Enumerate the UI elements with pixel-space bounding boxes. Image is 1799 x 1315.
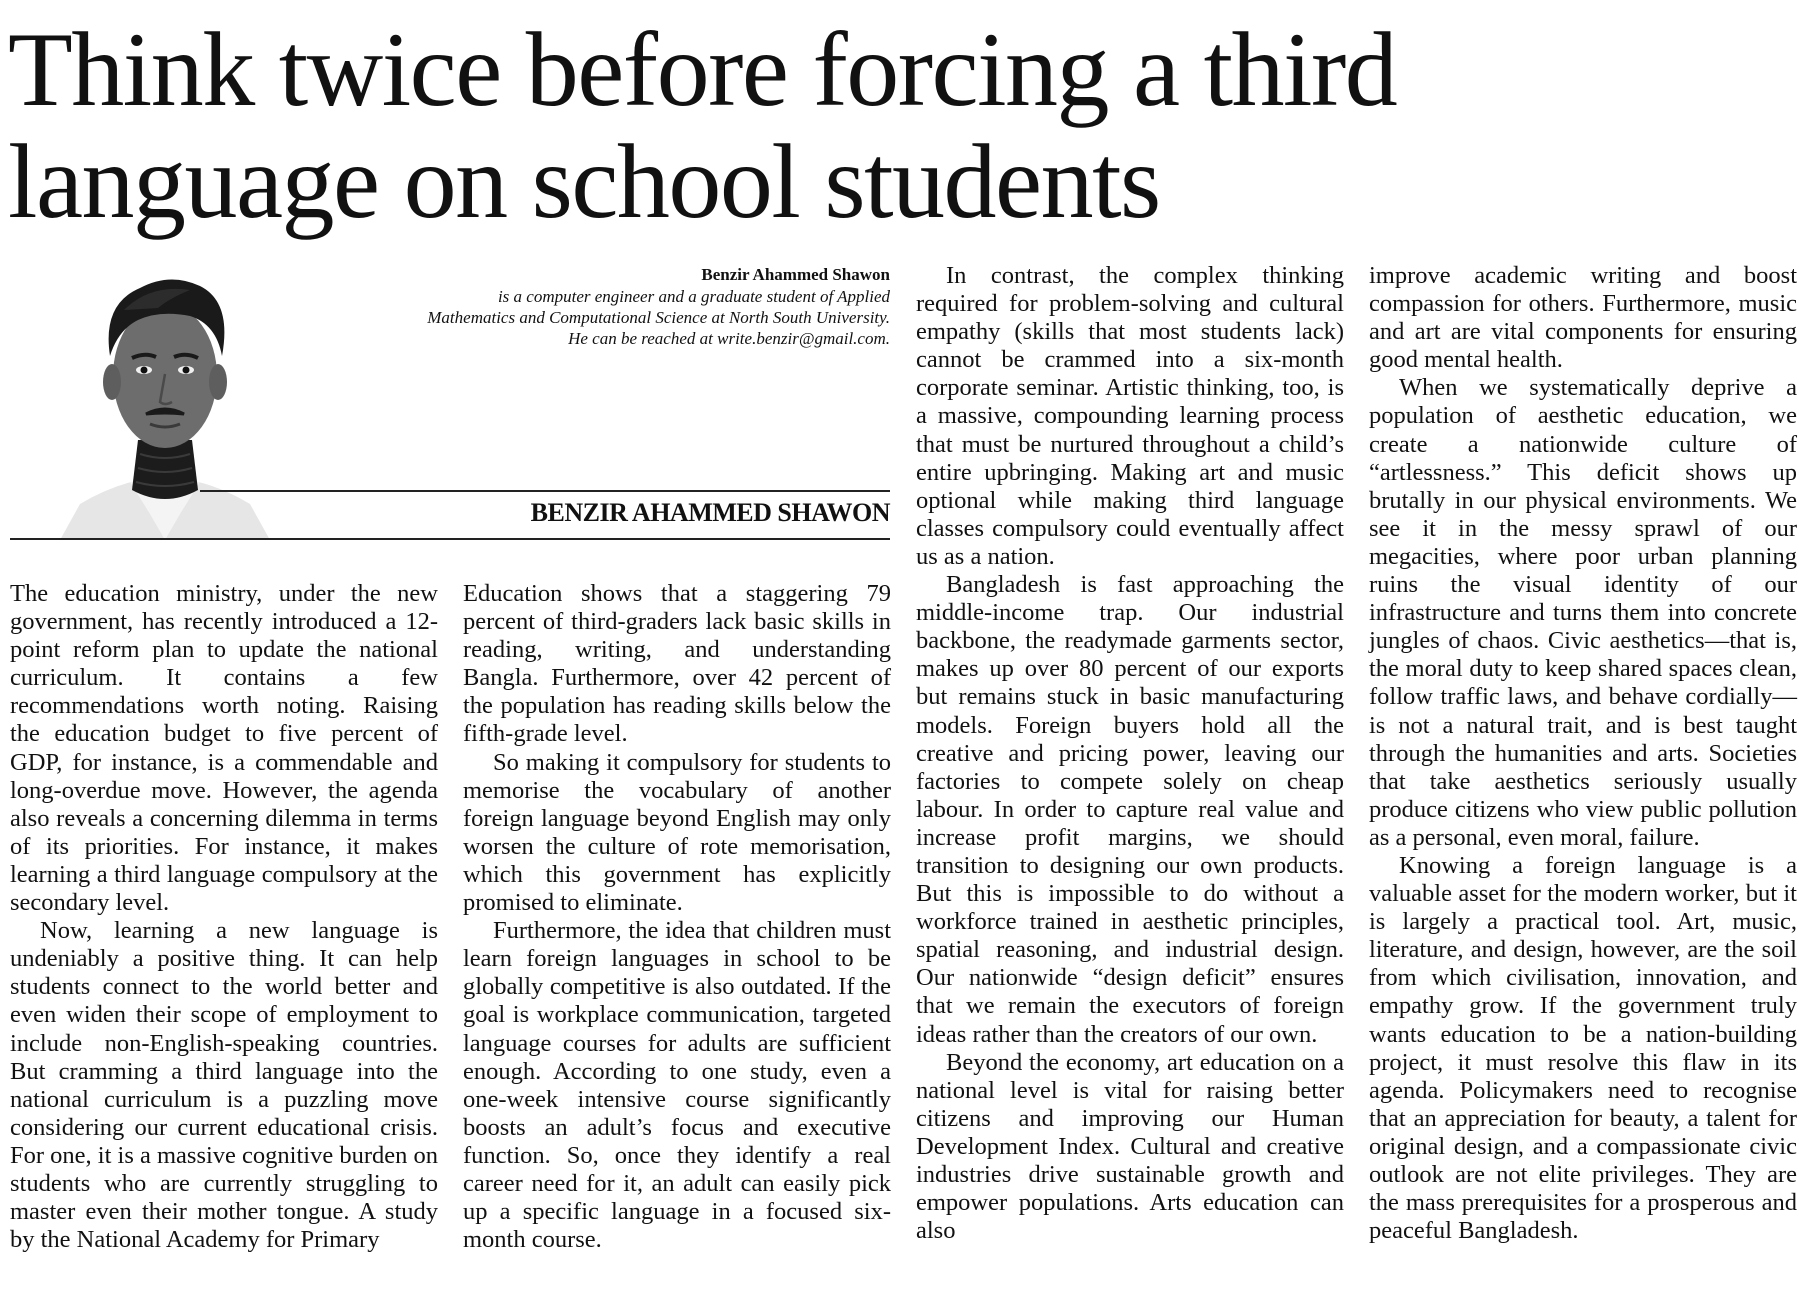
paragraph: Beyond the economy, art education on a national level is vital for raising better citizens and improving our Human Development Index. Cultural and creative industries drive sustainable growth and empower populations. Arts education can also xyxy=(916,1048,1344,1245)
headline: Think twice before forcing a third language on school students xyxy=(8,11,1397,240)
byline-rule-bottom xyxy=(10,538,890,540)
paragraph: improve academic writing and boost compassion for others. Furthermore, music and art are vital components for ensuring good mental health. xyxy=(1369,262,1797,374)
author-block xyxy=(10,264,890,540)
author-bio-text: is a computer engineer and a graduate student of Applied Mathematics and Computational Science at North South University. He can be reached at write.benzir@gmail.com. xyxy=(427,287,890,348)
article-column-2 xyxy=(463,580,891,1254)
article-column-1 xyxy=(10,580,438,1254)
paragraph: Knowing a foreign language is a valuable asset for the modern worker, but it is largely a practical tool. Art, music, literature, and design, however, are the soil from which civilisation, innovation, and empathy grow. If the government truly wants education to be a nation-building project, it must resolve this flaw in its agenda. Policymakers need to recognise that an appreciation for beauty, a talent for original design, and a compassionate civic outlook are not elite privileges. They are the mass prerequisites for a prosperous and peaceful Bangladesh. xyxy=(1369,851,1797,1245)
article-column-4 xyxy=(1369,262,1797,1245)
paragraph: So making it compulsory for students to memorise the vocabulary of another foreign language beyond English may only worsen the culture of rote memorisation, which this government has explicitly promised to eliminate. xyxy=(463,748,891,917)
paragraph: Now, learning a new language is undeniably a positive thing. It can help students connect to the world better and even widen their scope of employment to include non-English-speaking countries. But cramming a third language into the national curriculum is a puzzling move considering our current educational crisis. For one, it is a massive cognitive burden on students who are currently struggling to master even their mother tongue. A study by the National Academy for Primary xyxy=(10,917,438,1254)
paragraph: When we systematically deprive a population of aesthetic education, we create a nationwide culture of “artlessness.” This deficit shows up brutally in our physical environments. We see it in the messy sprawl of our megacities, where poor urban planning ruins the visual identity of our infrastructure and turns them into concrete jungles of chaos. Civic aesthetics—that is, the moral duty to keep shared spaces clean, follow traffic laws, and behave cordially—is not a natural trait, and is best taught through the humanities and arts. Societies that take aesthetics seriously usually produce citizens who view public pollution as a personal, even moral, failure. xyxy=(1369,374,1797,851)
author-photo xyxy=(40,264,290,540)
paragraph: Education shows that a staggering 79 percent of third-graders lack basic skills in reading, writing, and understanding Bangla. Furthermore, over 42 percent of the population has reading skills below the fifth-grade level. xyxy=(463,580,891,748)
article-column-3 xyxy=(916,262,1344,1245)
byline-rule-top xyxy=(200,490,890,492)
author-bio xyxy=(420,264,890,349)
paragraph: The education ministry, under the new government, has recently introduced a 12-point reform plan to update the national curriculum. It contains a few recommendations worth noting. Raising the education budget to five percent of GDP, for instance, is a commendable and long-overdue move. However, the agenda also reveals a concerning dilemma in terms of its priorities. For instance, it makes learning a third language compulsory at the secondary level. xyxy=(10,580,438,917)
paragraph: Furthermore, the idea that children must learn foreign languages in school to be globally competitive is also outdated. If the goal is workplace communication, targeted language courses for adults are sufficient enough. According to one study, even a one-week intensive course significantly boosts an adult’s focus and executive function. So, once they identify a real career need for it, an adult can easily pick up a specific language in a focused six-month course. xyxy=(463,917,891,1254)
author-name: Benzir Ahammed Shawon xyxy=(701,265,890,284)
paragraph: In contrast, the complex thinking required for problem-solving and cultural empathy (skills that most students lack) cannot be crammed into a six-month corporate seminar. Artistic thinking, too, is a massive, compounding learning process that must be nurtured throughout a child’s entire upbringing. Making art and music optional while making third language classes compulsory could eventually affect us as a nation. xyxy=(916,262,1344,570)
paragraph: Bangladesh is fast approaching the middle-income trap. Our industrial backbone, the readymade garments sector, makes up over 80 percent of our exports but remains stuck in basic manufacturing models. Foreign buyers hold all the creative and pricing power, leaving our factories to compete solely on cheap labour. In order to capture real value and increase profit margins, we should transition to designing our own products. But this is impossible to do without a workforce trained in aesthetic principles, spatial reasoning, and industrial design. Our nationwide “design deficit” ensures that we remain the executors of foreign ideas rather than the creators of our own. xyxy=(916,571,1344,1048)
byline: BENZIR AHAMMED SHAWON xyxy=(530,498,890,527)
